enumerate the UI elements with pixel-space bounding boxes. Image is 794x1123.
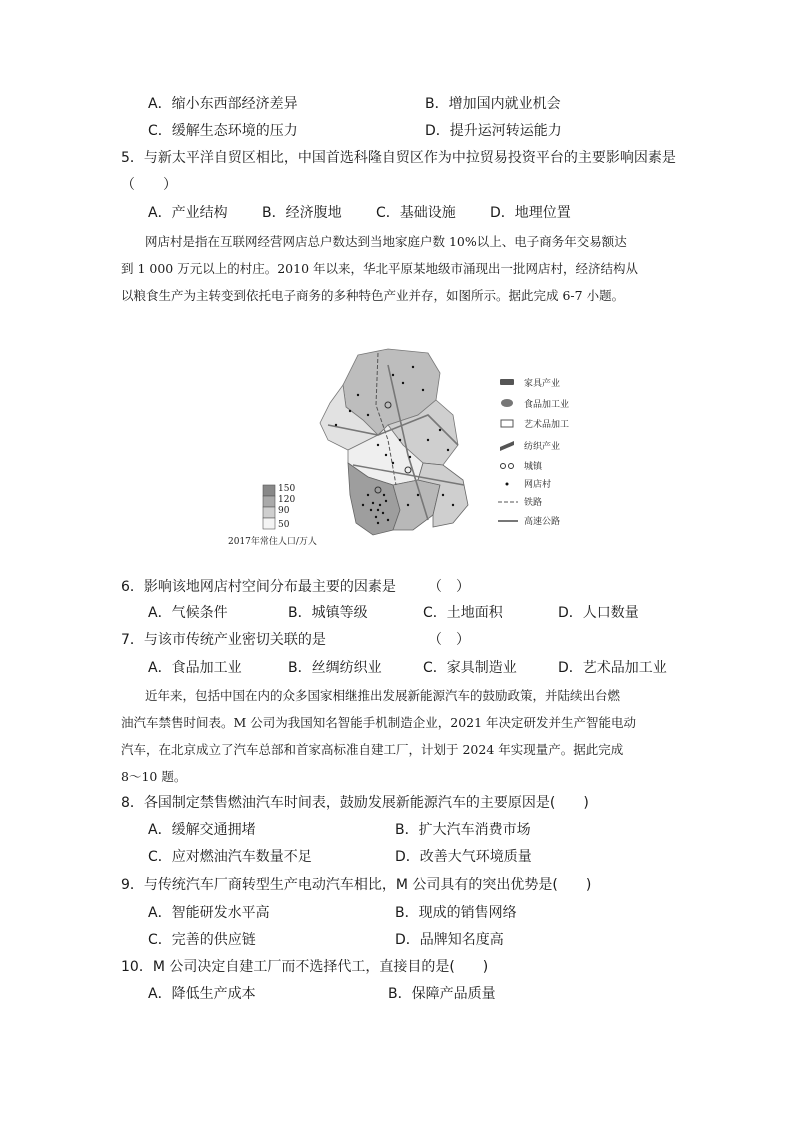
q6-stem: 6．影响该地网店村空间分布最主要的因素是 bbox=[121, 579, 396, 595]
q6-option-a: A．气候条件 bbox=[148, 605, 228, 621]
q9-option-a: A．智能研发水平高 bbox=[148, 905, 270, 921]
legend-food: 食品加工业 bbox=[524, 400, 570, 410]
q6-option-c: C．土地面积 bbox=[423, 605, 503, 621]
q5-paren: （ ） bbox=[121, 177, 177, 193]
q7-option-d: D．艺术品加工业 bbox=[558, 660, 667, 676]
q5-option-b: B．经济腹地 bbox=[262, 205, 342, 221]
q7-option-b: B．丝绸纺织业 bbox=[288, 660, 382, 676]
q5-option-a: A．产业结构 bbox=[148, 205, 228, 221]
q5-stem: 5．与新太平洋自贸区相比，中国首选科隆自贸区作为中拉贸易投资平台的主要影响因素是 bbox=[121, 150, 676, 166]
town-legend-icon bbox=[501, 464, 506, 469]
passage-new-energy-vehicles bbox=[121, 682, 681, 790]
textile-icon bbox=[500, 441, 514, 451]
q9-option-c: C．完善的供应链 bbox=[148, 932, 256, 948]
legend-town: 城镇 bbox=[524, 462, 543, 472]
q6-option-b: B．城镇等级 bbox=[288, 605, 368, 621]
town-legend-icon bbox=[509, 464, 514, 469]
q4-option-d: D．提升运河转运能力 bbox=[425, 123, 562, 139]
q10-option-b: B．保障产品质量 bbox=[388, 986, 496, 1002]
scale-swatch-120 bbox=[263, 496, 275, 507]
q7-option-a: A．食品加工业 bbox=[148, 660, 242, 676]
q10-option-a: A．降低生产成本 bbox=[148, 986, 256, 1002]
q4-option-b: B．增加国内就业机会 bbox=[425, 96, 561, 112]
q9-option-d: D．品牌知名度高 bbox=[395, 932, 504, 948]
scale-label-150: 150 bbox=[278, 484, 296, 494]
industry-map-figure bbox=[228, 345, 598, 550]
food-processing-icon bbox=[501, 399, 513, 407]
art-craft-icon bbox=[501, 420, 513, 427]
map-svg bbox=[228, 345, 598, 550]
q8-stem: 8．各国制定禁售燃油汽车时间表，鼓励发展新能源汽车的主要原因是( ) bbox=[121, 795, 589, 811]
population-caption: 2017年常住人口/万人 bbox=[228, 537, 317, 547]
legend-art: 艺术品加工 bbox=[524, 420, 570, 430]
passage2-line2: 油汽车禁售时间表。M 公司为我国知名智能手机制造企业，2021 年决定研发并生产智能电动 bbox=[121, 715, 637, 730]
scale-swatch-90 bbox=[263, 507, 275, 518]
q4-option-a: A．缩小东西部经济差异 bbox=[148, 96, 298, 112]
q7-paren: （ ） bbox=[428, 632, 470, 648]
legend-highway: 高速公路 bbox=[524, 517, 561, 527]
legend-village: 网店村 bbox=[524, 480, 552, 490]
q6-paren: （ ） bbox=[428, 579, 470, 595]
scale-label-50: 50 bbox=[278, 520, 290, 530]
q5-option-c: C．基础设施 bbox=[376, 205, 456, 221]
scale-swatch-50 bbox=[263, 518, 275, 529]
passage2-line3: 汽车，在北京成立了汽车总部和首家高标准自建工厂，计划于 2024 年实现量产。据此完成 bbox=[121, 742, 624, 757]
village-legend-icon bbox=[506, 483, 509, 486]
q10-stem: 10．M 公司决定自建工厂而不选择代工，直接目的是( ) bbox=[121, 959, 489, 975]
scale-label-120: 120 bbox=[278, 495, 296, 505]
q6-option-d: D．人口数量 bbox=[558, 605, 639, 621]
scale-swatch-150 bbox=[263, 485, 275, 496]
passage1-line2: 到 1 000 万元以上的村庄。2010 年以来，华北平原某地级市涌现出一批网店村，经济结构从 bbox=[121, 261, 639, 276]
q8-option-b: B．扩大汽车消费市场 bbox=[395, 822, 531, 838]
q7-stem: 7．与该市传统产业密切关联的是 bbox=[121, 632, 326, 648]
passage2-line4: 8～10 题。 bbox=[121, 769, 187, 784]
q5-option-d: D．地理位置 bbox=[490, 205, 571, 221]
legend-railway: 铁路 bbox=[524, 498, 543, 508]
passage1-line3: 以粮食生产为主转变到依托电子商务的多种特色产业并存，如图所示。据此完成 6-7 小题。 bbox=[121, 288, 625, 303]
passage1-line1: 网店村是指在互联网经营网店总户数达到当地家庭户数 10%以上、电子商务年交易额达 bbox=[145, 234, 627, 249]
furniture-icon bbox=[500, 379, 514, 385]
q4-option-c: C．缓解生态环境的压力 bbox=[148, 123, 298, 139]
q9-option-b: B．现成的销售网络 bbox=[395, 905, 517, 921]
q8-option-a: A．缓解交通拥堵 bbox=[148, 822, 256, 838]
legend-furniture: 家具产业 bbox=[524, 379, 561, 389]
passage2-line1: 近年来，包括中国在内的众多国家相继推出发展新能源汽车的鼓励政策，并陆续出台燃 bbox=[145, 688, 621, 703]
scale-label-90: 90 bbox=[278, 506, 290, 516]
q8-option-c: C．应对燃油汽车数量不足 bbox=[148, 849, 312, 865]
q9-stem: 9．与传统汽车厂商转型生产电动汽车相比，M 公司具有的突出优势是( ) bbox=[121, 877, 592, 893]
legend-textile: 纺织产业 bbox=[524, 442, 561, 452]
q8-option-d: D．改善大气环境质量 bbox=[395, 849, 532, 865]
passage-online-village bbox=[121, 228, 681, 309]
q7-option-c: C．家具制造业 bbox=[423, 660, 517, 676]
